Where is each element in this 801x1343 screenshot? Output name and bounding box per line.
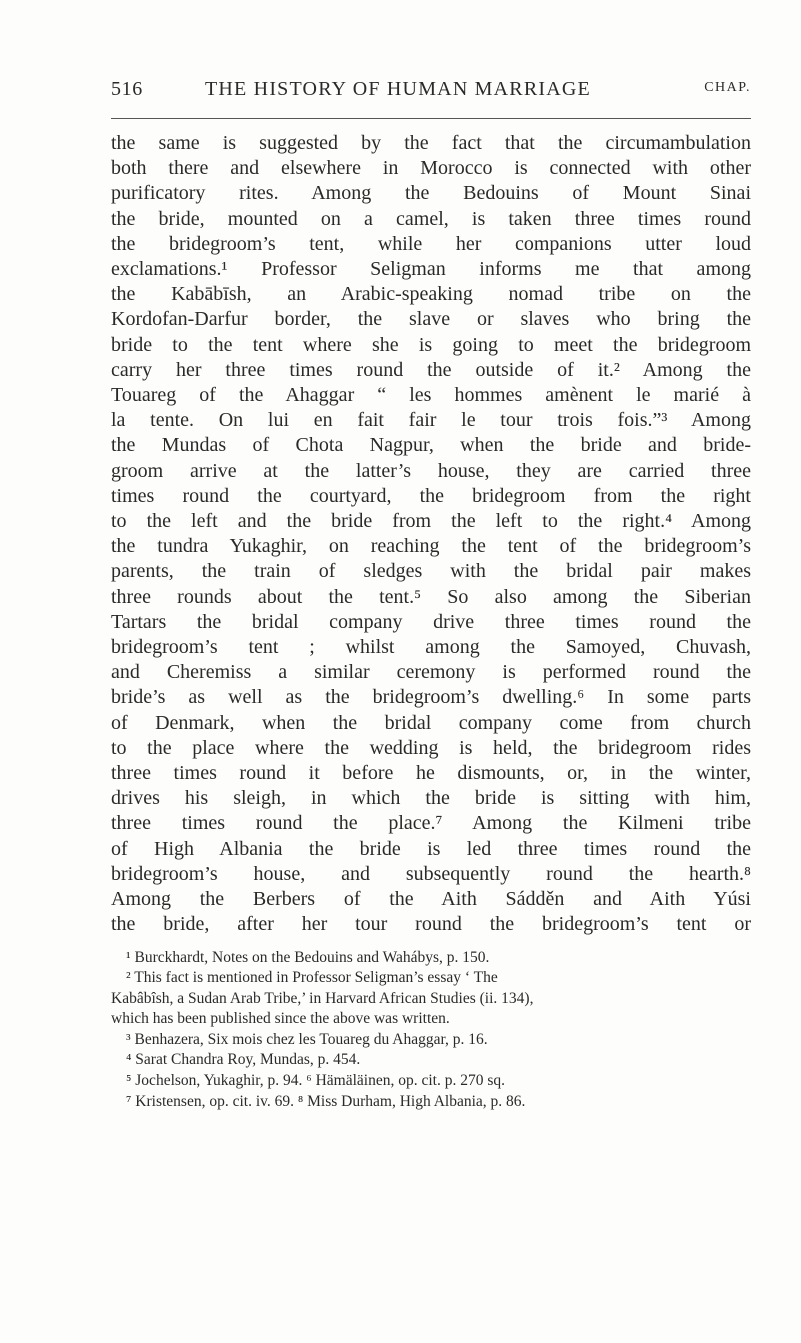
body-line: bride to the tent where she is going to meet the bridegroom bbox=[111, 333, 751, 356]
body-line: bride’s as well as the bridegroom’s dwelling.⁶ In some parts bbox=[111, 686, 751, 709]
body-line: carry her three times round the outside of it.² Among the bbox=[111, 358, 751, 381]
body-line: the bride, after her tour round the bridegroom’s tent or bbox=[111, 913, 751, 936]
body-line: the same is suggested by the fact that the circumambulation bbox=[111, 132, 751, 154]
body-text bbox=[111, 131, 751, 938]
body-line: purificatory rites. Among the Bedouins of Mount Sinai bbox=[111, 182, 751, 205]
page-number: 516 bbox=[111, 78, 143, 100]
body-line: three rounds about the tent.⁵ So also among the Siberian bbox=[111, 585, 751, 608]
body-line: Tartars the bridal company drive three times round the bbox=[111, 610, 751, 633]
body-line: the Kabābīsh, an Arabic-speaking nomad tribe on the bbox=[111, 283, 751, 306]
body-line: the Mundas of Chota Nagpur, when the bride and bride- bbox=[111, 434, 751, 457]
body-line: Among the Berbers of the Aith Sádděn and Aith Yúsi bbox=[111, 888, 751, 911]
footnote: ¹ Burckhardt, Notes on the Bedouins and Wahábys, p. 150. bbox=[126, 948, 490, 966]
footnote: ⁴ Sarat Chandra Roy, Mundas, p. 454. bbox=[126, 1051, 361, 1069]
body-line: groom arrive at the latter’s house, they are carried three bbox=[111, 459, 751, 482]
body-line: exclamations.¹ Professor Seligman informs me that among bbox=[111, 258, 751, 281]
footnote: ² This fact is mentioned in Professor Seligman’s essay ‘ The bbox=[126, 969, 498, 987]
body-line: and Cheremiss a similar ceremony is performed round the bbox=[111, 661, 751, 684]
footnote: ⁵ Jochelson, Yukaghir, p. 94. ⁶ Hämäläinen, op. cit. p. 270 sq. bbox=[126, 1072, 505, 1090]
footnotes bbox=[111, 948, 751, 1113]
body-line: the tundra Yukaghir, on reaching the tent of the bridegroom’s bbox=[111, 535, 751, 558]
body-line: la tente. On lui en fait fair le tour trois fois.”³ Among bbox=[111, 409, 751, 432]
body-line: bridegroom’s tent ; whilst among the Samoyed, Chuvash, bbox=[111, 636, 751, 659]
body-line: three times round it before he dismounts, or, in the winter, bbox=[111, 762, 751, 785]
running-title: THE HISTORY OF HUMAN MARRIAGE bbox=[205, 78, 591, 100]
body-line: to the left and the bride from the left to the right.⁴ Among bbox=[111, 510, 751, 533]
chapter-label: CHAP. bbox=[704, 80, 751, 95]
body-line: bridegroom’s house, and subsequently round the hearth.⁸ bbox=[111, 862, 751, 885]
footnote: ⁷ Kristensen, op. cit. iv. 69. ⁸ Miss Durham, High Albania, p. 86. bbox=[126, 1092, 526, 1110]
body-line: the bridegroom’s tent, while her companions utter loud bbox=[111, 232, 751, 255]
book-page bbox=[111, 78, 751, 1112]
body-line: the bride, mounted on a camel, is taken three times round bbox=[111, 207, 751, 230]
body-line: both there and elsewhere in Morocco is connected with other bbox=[111, 157, 751, 180]
body-line: of High Albania the bride is led three times round the bbox=[111, 837, 751, 860]
header-rule bbox=[111, 118, 751, 119]
body-line: Touareg of the Ahaggar “ les hommes amènent le marié à bbox=[111, 384, 751, 407]
body-line: Kordofan-Darfur border, the slave or slaves who bring the bbox=[111, 308, 751, 331]
body-line: three times round the place.⁷ Among the Kilmeni tribe bbox=[111, 812, 751, 835]
body-line: of Denmark, when the bridal company come from church bbox=[111, 711, 751, 734]
footnote: ³ Benhazera, Six mois chez les Touareg du Ahaggar, p. 16. bbox=[126, 1030, 488, 1048]
body-line: drives his sleigh, in which the bride is sitting with him, bbox=[111, 787, 751, 810]
footnote-continuation: Kabâbîsh, a Sudan Arab Tribe,’ in Harvard African Studies (ii. 134), bbox=[111, 989, 534, 1007]
footnote-continuation: which has been published since the above was written. bbox=[111, 1010, 450, 1028]
body-line: parents, the train of sledges with the bridal pair makes bbox=[111, 560, 751, 583]
body-line: times round the courtyard, the bridegroom from the right bbox=[111, 484, 751, 507]
running-head bbox=[111, 78, 751, 112]
body-line: to the place where the wedding is held, the bridegroom rides bbox=[111, 736, 751, 759]
